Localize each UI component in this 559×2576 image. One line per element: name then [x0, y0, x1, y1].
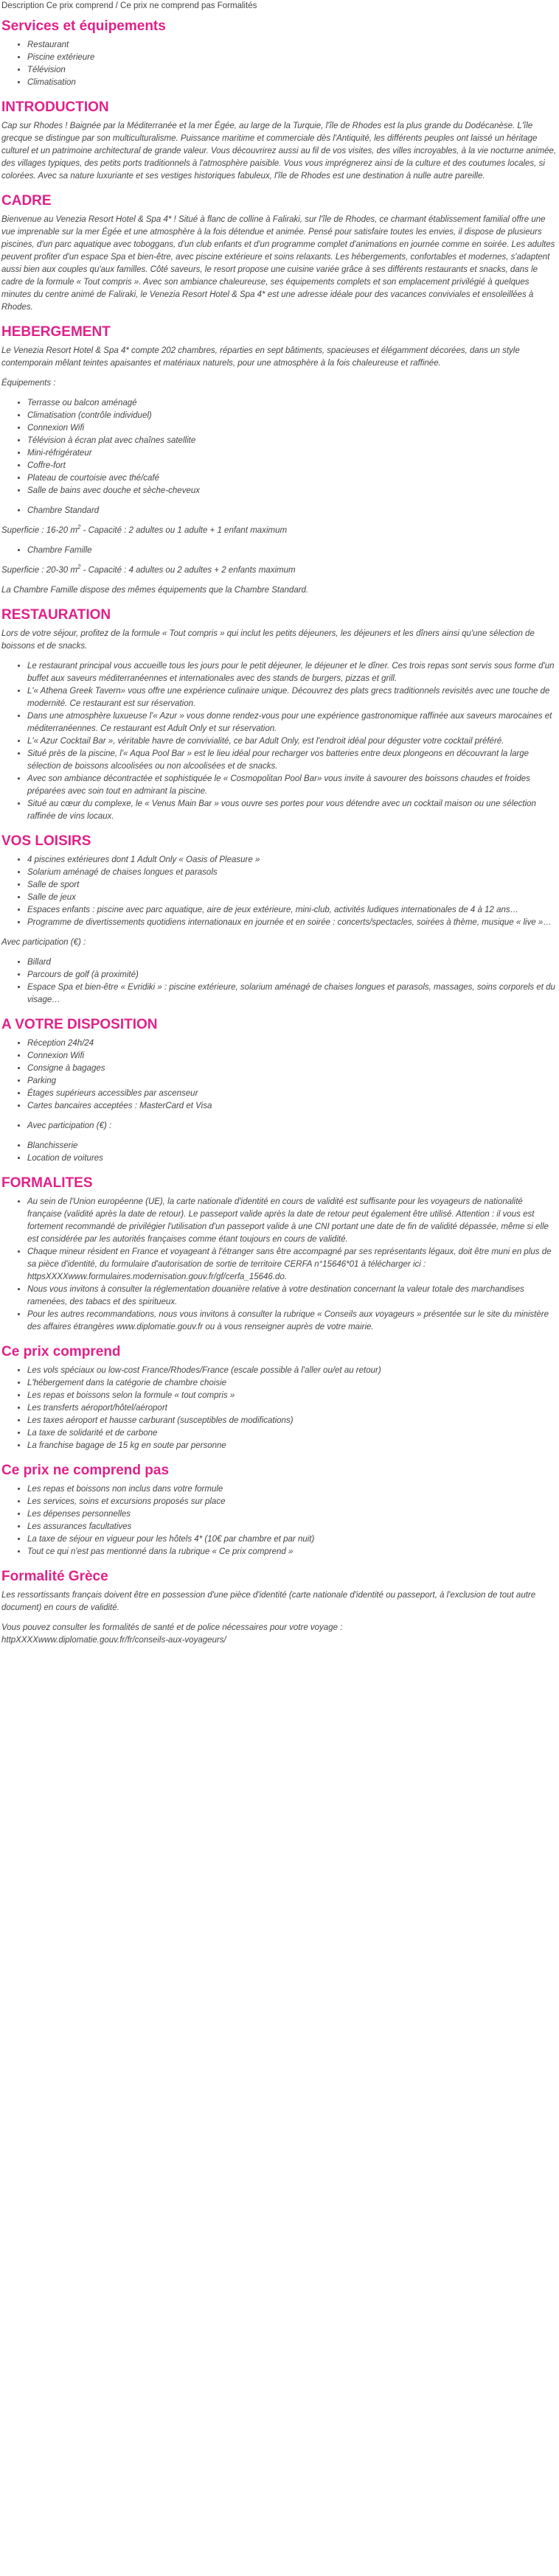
disposition-title: A VOTRE DISPOSITION: [1, 1017, 158, 1032]
list-item: • Cartes bancaires acceptées : MasterCard et Visa: [27, 1100, 558, 1113]
list-item: • Télévision: [27, 64, 558, 77]
list-item: • Espace Spa et bien-être « Evridiki » : piscine extérieure, solarium aménagé de chaises longues et parasols, massages, soins corporels et du visage…: [27, 981, 558, 1007]
cadre-title: CADRE: [1, 193, 52, 209]
room-family-surface: Superficie : 20-30 m: [1, 566, 77, 575]
disposition-paid-label-list: [1, 1120, 558, 1133]
list-item: • Télévision à écran plat avec chaînes satellite: [27, 435, 558, 447]
list-item: • L'« Athena Greek Tavern» vous offre une expérience culinaire unique. Découvrez des plats grecs traditionnels revisités avec une touche de modernité. Ce restaurant est sur réservation.: [27, 685, 558, 710]
restauration-title: RESTAURATION: [1, 607, 111, 623]
list-item: • Programme de divertissements quotidiens internationaux en journée et en soirée : concerts/spectacles, soirées à thème, musique « live »…: [27, 917, 558, 929]
list-item: • Salle de sport: [27, 879, 558, 892]
list-item: • Billard: [27, 956, 558, 969]
list-item: • Pour les autres recommandations, nous vous invitons à consulter la rubrique « Conseils aux voyageurs » présentée sur le site du ministère des affaires étrangères www.diplomatie.gouv.fr ou à vous renseigner auprès de votre mairie.: [27, 1309, 558, 1334]
list-item: • Climatisation: [27, 77, 558, 89]
restauration-intro: Lors de votre séjour, profitez de la formule « Tout compris » qui inclut les petits déjeuners, les déjeuners et les dîners ainsi qu'une sélection de boissons et de snacks.: [1, 629, 535, 651]
list-item: • Les repas et boissons non inclus dans votre formule: [27, 1483, 558, 1496]
list-item: • La taxe de séjour en vigueur pour les hôtels 4* (10€ par chambre et par nuit): [27, 1533, 558, 1546]
list-item: • Location de voitures: [27, 1152, 558, 1165]
prix-comprend-title: Ce prix comprend: [1, 1344, 121, 1359]
list-item: • Terrasse ou balcon aménagé: [27, 397, 558, 410]
formalite-grece-intro: Vous pouvez consulter les formalités de santé et de police nécessaires pour votre voyage :: [1, 1623, 343, 1632]
list-item: • Mini-réfrigérateur: [27, 447, 558, 460]
list-item: • Salle de jeux: [27, 892, 558, 904]
room-family-list: [1, 545, 558, 557]
superscript-2: 2: [77, 564, 81, 571]
equipments-label: Équipements :: [1, 379, 56, 388]
family-note: La Chambre Famille dispose des mêmes équipements que la Chambre Standard.: [1, 586, 309, 595]
list-item: • Réception 24h/24: [27, 1037, 558, 1050]
superscript-2: 2: [77, 524, 81, 531]
formalite-grece-title: Formalité Grèce: [1, 1569, 108, 1584]
list-item: • Parking: [27, 1075, 558, 1088]
room-standard-name: • Chambre Standard: [27, 505, 558, 517]
room-standard-details: [1, 525, 558, 537]
loisirs-paid-list: [1, 956, 558, 1007]
list-item: • La taxe de solidarité et de carbone: [27, 1427, 558, 1440]
list-item: • Climatisation (contrôle individuel): [27, 410, 558, 422]
list-item: • La franchise bagage de 15 kg en soute par personne: [27, 1440, 558, 1452]
services-title: Services et équipements: [1, 18, 166, 34]
list-item: • Parcours de golf (à proximité): [27, 969, 558, 981]
list-item: • Connexion Wifi: [27, 422, 558, 435]
list-item: • L'hébergement dans la catégorie de chambre choisie: [27, 1377, 558, 1390]
list-item: • Les repas et boissons selon la formule « tout compris »: [27, 1390, 558, 1402]
list-item: • Les assurances facultatives: [27, 1521, 558, 1533]
prix-ne-comprend-list: [1, 1483, 558, 1558]
equipments-list: [1, 397, 558, 497]
hebergement-title: HEBERGEMENT: [1, 324, 111, 340]
list-item: • Les transferts aéroport/hôtel/aéroport: [27, 1402, 558, 1415]
list-item: • Connexion Wifi: [27, 1050, 558, 1063]
list-item: • Le restaurant principal vous accueille tous les jours pour le petit déjeuner, le déjeuner et le dîner. Ces trois repas sont servis sous forme d'un buffet aux saveurs méditerranéennes et internationales avec des stands de burgers, pizzas et grill.: [27, 660, 558, 685]
loisirs-list: [1, 854, 558, 929]
list-item: • Solarium aménagé de chaises longues et parasols: [27, 867, 558, 879]
list-item: • Restaurant: [27, 39, 558, 52]
formalite-grece-link-text: [1, 1622, 558, 1647]
list-item: • Les services, soins et excursions proposés sur place: [27, 1496, 558, 1508]
list-item: • Situé près de la piscine, l'« Aqua Pool Bar » est le lieu idéal pour recharger vos batteries entre deux plongeons en découvrant la large sélection de boissons alcoolisées ou non alcoolisées et de snacks.: [27, 748, 558, 773]
room-standard-surface: Superficie : 16-20 m: [1, 526, 77, 535]
list-item: • Chaque mineur résident en France et voyageant à l'étranger sans être accompagné par ses représentants légaux, doit être muni en plus de sa pièce d'identité, du formulaire d'autorisation de sortie de territoire CERFA n°15646*01 à télécharger ici : httpsXXXXwww.formulaires.modernisation.gouv.fr/gf/cerfa_15646.do.: [27, 1246, 558, 1284]
room-family-name: • Chambre Famille: [27, 545, 558, 557]
room-family-details: [1, 564, 558, 577]
list-item: • Les taxes aéroport et hausse carburant (susceptibles de modifications): [27, 1415, 558, 1427]
list-item: • Blanchisserie: [27, 1140, 558, 1152]
list-item: • Étages supérieurs accessibles par ascenseur: [27, 1088, 558, 1100]
loisirs-paid-label: Avec participation (€) :: [1, 938, 86, 947]
list-item: • Les dépenses personnelles: [27, 1508, 558, 1521]
list-item: • Espaces enfants : piscine avec parc aquatique, aire de jeux extérieure, mini-club, activités ludiques internationales de 4 à 12 ans…: [27, 904, 558, 917]
list-item: • L'« Azur Cocktail Bar », véritable havre de convivialité, ce bar Adult Only, est l'endroit idéal pour déguster votre cocktail préféré.: [27, 735, 558, 748]
room-standard-capacity: - Capacité : 2 adultes ou 1 adulte + 1 enfant maximum: [80, 526, 288, 535]
loisirs-title: VOS LOISIRS: [1, 833, 91, 849]
disposition-paid-list: [1, 1140, 558, 1165]
formalites-title: FORMALITES: [1, 1175, 93, 1191]
disposition-list: [1, 1037, 558, 1113]
list-item: • Coffre-fort: [27, 460, 558, 472]
formalites-list: [1, 1196, 558, 1334]
list-item: • Piscine extérieure: [27, 52, 558, 64]
list-item: • Salle de bains avec douche et sèche-cheveux: [27, 485, 558, 497]
cadre-text: Bienvenue au Venezia Resort Hotel & Spa 4* ! Situé à flanc de colline à Faliraki, sur l'île de Rhodes, ce charmant établissement familial offre une vue imprenable sur la mer Égée et une atmosphère à la fois détendue et animée. Pensé pour satisfaire toutes les envies, il dispose de plusieurs piscines, d'un parc aquatique avec toboggans, d'un club enfants et d'un programme complet d'animations en journée comme en soirée. Les adultes peuvent profiter d'un espace Spa et bien-être, avec piscine extérieure et soins relaxants. Les hébergements, confortables et modernes, s'adaptent aussi bien aux couples qu'aux familles. Côté saveurs, le resort propose une cuisine variée grâce à ses différents restaurants et snacks, dans le cadre de la formule « Tout compris ». Avec son ambiance chaleureuse, ses équipements complets et son emplacement privilégié à quelques minutes du centre animé de Faliraki, le Venezia Resort Hotel & Spa 4* est une adresse idéale pour des vacances conviviales et ensoleillées à Rhodes.: [1, 215, 555, 312]
formalite-grece-text: Les ressortissants français doivent être en possession d'une pièce d'identité (carte nationale d'identité ou passeport, à l'exclusion de tout autre document) en cours de validité.: [1, 1591, 536, 1612]
top-description: Description Ce prix comprend / Ce prix ne comprend pas Formalités: [1, 1, 257, 10]
disposition-paid-label: • Avec participation (€) :: [27, 1120, 558, 1133]
introduction-title: INTRODUCTION: [1, 99, 109, 115]
room-standard-list: [1, 505, 558, 517]
hebergement-intro: Le Venezia Resort Hotel & Spa 4* compte 202 chambres, réparties en sept bâtiments, spacieuses et élégamment décorées, dans un style contemporain mêlant teintes apaisantes et matériaux naturels, pour une atmosphère à la fois chaleureuse et raffinée.: [1, 346, 520, 368]
prix-ne-comprend-title: Ce prix ne comprend pas: [1, 1463, 170, 1478]
list-item: • 4 piscines extérieures dont 1 Adult Only « Oasis of Pleasure »: [27, 854, 558, 867]
list-item: • Nous vous invitons à consulter la réglementation douanière relative à votre destination concernant la valeur totale des marchandises ramenées, des tabacs et des spiritueux.: [27, 1284, 558, 1309]
list-item: • Plateau de courtoisie avec thé/café: [27, 472, 558, 485]
list-item: • Tout ce qui n'est pas mentionné dans la rubrique « Ce prix comprend »: [27, 1546, 558, 1558]
prix-comprend-list: [1, 1365, 558, 1452]
room-family-capacity: - Capacité : 4 adultes ou 2 adultes + 2 enfants maximum: [80, 566, 296, 575]
diplomatie-link[interactable]: httpXXXXwww.diplomatie.gouv.fr/fr/conseils-aux-voyageurs/: [1, 1636, 226, 1645]
list-item: • Consigne à bagages: [27, 1063, 558, 1075]
list-item: • Les vols spéciaux ou low-cost France/Rhodes/France (escale possible à l'aller ou/et au retour): [27, 1365, 558, 1377]
list-item: • Au sein de l'Union européenne (UE), la carte nationale d'identité en cours de validité est suffisante pour les voyageurs de nationalité française (validité après la date de retour). Le passeport valide après la date de retour peut également être utilisé. Attention : il vous est fortement recommandé de privilégier l'utilisation d'un passeport valide à une CNI portant une date de fin de validité dépassée, même si elle est considérée par les autorités françaises comme étant toujours en cours de validité.: [27, 1196, 558, 1246]
list-item: • Situé au cœur du complexe, le « Venus Main Bar » vous ouvre ses portes pour vous détendre avec un cocktail maison ou une sélection raffinée de vins locaux.: [27, 798, 558, 823]
list-item: • Dans une atmosphère luxueuse l'« Azur » vous donne rendez-vous pour une expérience gastronomique raffinée aux saveurs marocaines et méditerranéennes. Ce restaurant est Adult Only et sur réservation.: [27, 710, 558, 735]
introduction-text: Cap sur Rhodes ! Baignée par la Méditerranée et la mer Égée, au large de la Turquie, l'île de Rhodes est la plus grande du Dodécanèse. L'île grecque se distingue par son multiculturalisme. Puissance maritime et commerciale dès l'Antiquité, les différents peuples ont laissé un héritage culturel et un patrimoine architectural de grande valeur. Vous découvrirez aussi au fil de vos visites, des villes incroyables, à la vie nocturne animée, des villages typiques, des petits ports traditionnels à l'atmosphère paisible. Vous vous imprégnerez ainsi de la culture et des coutumes locales, si colorées. Avec sa nature luxuriante et ses vestiges historiques fabuleux, l'île de Rhodes est une destination à nulle autre pareille.: [1, 122, 557, 181]
restauration-list: [1, 660, 558, 823]
services-list: [1, 39, 558, 89]
list-item: • Avec son ambiance décontractée et sophistiquée le « Cosmopolitan Pool Bar» vous invite à savourer des boissons chaudes et froides préparées avec soin tout en admirant la piscine.: [27, 773, 558, 798]
